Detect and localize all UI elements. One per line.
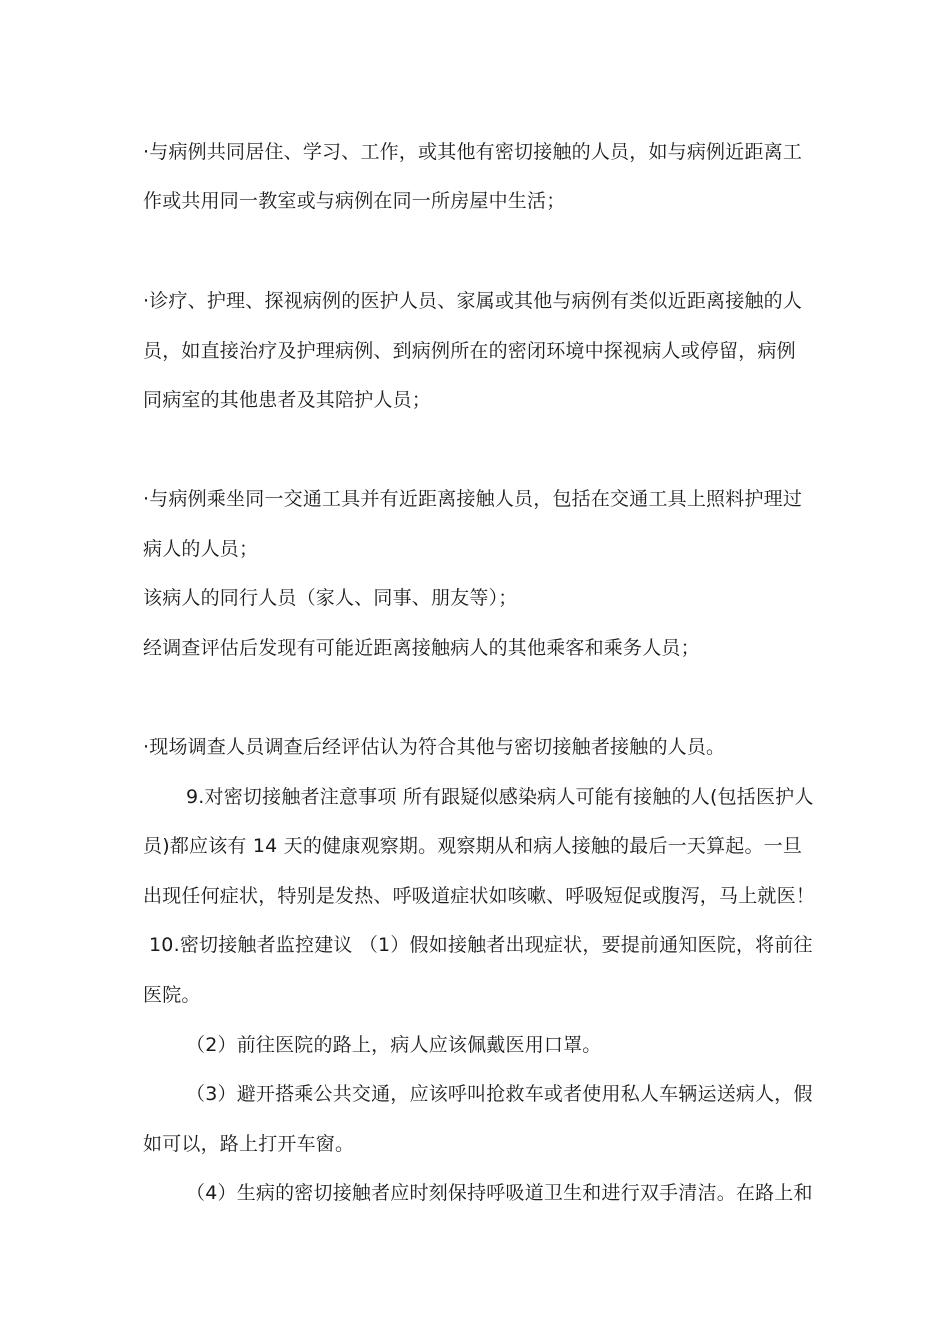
text-line: （3）避开搭乘公共交通，应该呼叫抢救车或者使用私人车辆运送病人，假 — [186, 1083, 813, 1105]
text-line: 同病室的其他患者及其陪护人员； — [143, 389, 432, 411]
text-line: 如可以，路上打开车窗。 — [143, 1133, 355, 1155]
text-line: 员，如直接治疗及护理病例、到病例所在的密闭环境中探视病人或停留，病例 — [143, 340, 796, 362]
text-line: 员)都应该有 14 天的健康观察期。观察期从和病人接触的最后一天算起。一旦 — [143, 835, 803, 857]
text-line: ·与病例乘坐同一交通工具并有近距离接触人员，包括在交通工具上照料护理过 — [143, 488, 803, 510]
text-line: 出现任何症状，特别是发热、呼吸道症状如咳嗽、呼吸短促或腹泻，马上就医！ — [143, 885, 816, 907]
text-line: （4）生病的密切接触者应时刻保持呼吸道卫生和进行双手清洁。在路上和 — [186, 1182, 813, 1204]
text-line: 作或共用同一教室或与病例在同一所房屋中生活； — [143, 190, 566, 212]
text-line: 经调查评估后发现有可能近距离接触病人的其他乘客和乘务人员； — [143, 637, 700, 659]
text-line: ·诊疗、护理、探视病例的医护人员、家属或其他与病例有类似近距离接触的人 — [143, 290, 803, 312]
text-line: 该病人的同行人员（家人、同事、朋友等）； — [143, 587, 518, 609]
text-line: ·与病例共同居住、学习、工作，或其他有密切接触的人员，如与病例近距离工 — [143, 141, 803, 163]
text-line: 9.对密切接触者注意事项 所有跟疑似感染病人可能有接触的人(包括医护人 — [186, 786, 814, 808]
text-line: 病人的人员； — [143, 538, 259, 560]
text-line: 10.密切接触者监控建议 （1）假如接触者出现症状，要提前通知医院，将前往 — [149, 934, 813, 956]
text-line: ·现场调查人员调查后经评估认为符合其他与密切接触者接触的人员。 — [143, 736, 726, 758]
text-line: 医院。 — [143, 984, 201, 1006]
text-line: （2）前往医院的路上，病人应该佩戴医用口罩。 — [186, 1034, 602, 1056]
